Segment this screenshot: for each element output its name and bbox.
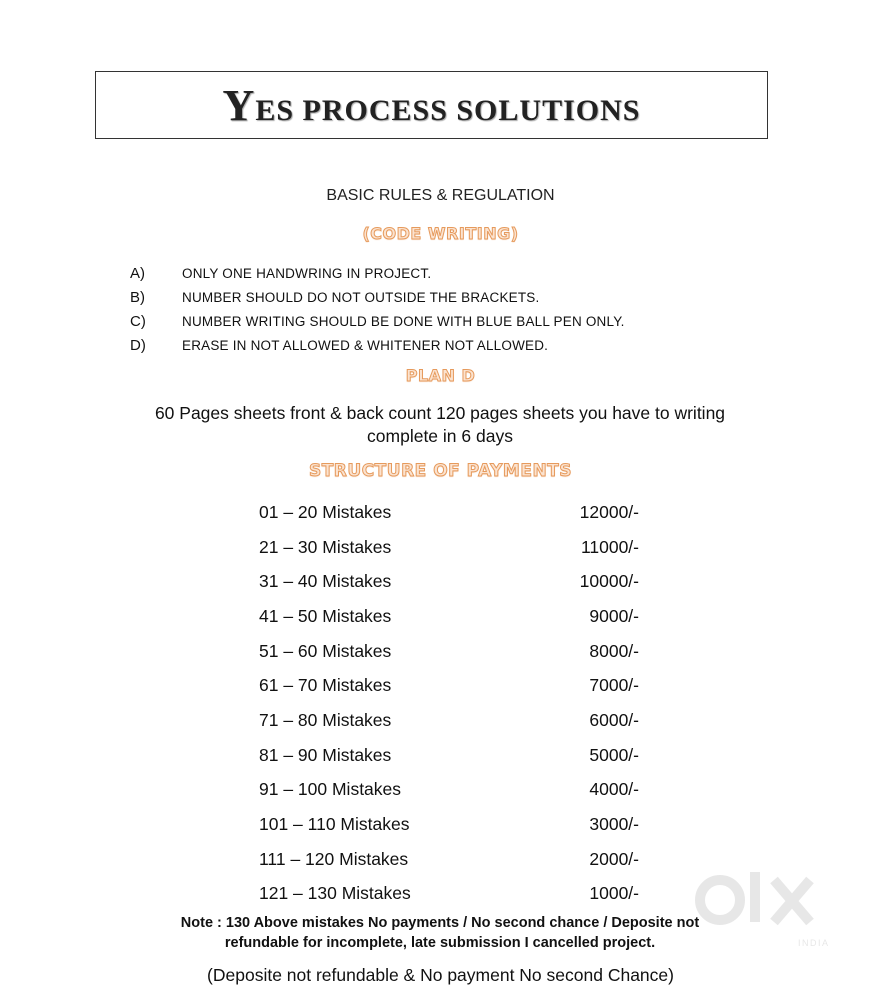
- plan-line-2: complete in 6 days: [367, 426, 513, 446]
- mistake-range: 111 – 120 Mistakes: [259, 848, 409, 869]
- rule-item: [130, 309, 780, 333]
- note: [110, 913, 770, 953]
- payment-amount: 4000/-: [589, 779, 639, 800]
- mistake-range: 121 – 130 Mistakes: [259, 883, 411, 904]
- rules-heading: BASIC RULES & REGULATION: [326, 187, 555, 204]
- payment-row: [259, 877, 659, 912]
- olx-logo-icon: [688, 862, 848, 952]
- mistake-range: 31 – 40 Mistakes: [259, 571, 392, 592]
- rule-letter: A): [130, 264, 145, 282]
- rule-item: [130, 261, 780, 285]
- rules-list: [130, 261, 780, 357]
- plan-line-1: 60 Pages sheets front & back count 120 pages sheets you have to writing: [154, 403, 726, 423]
- mistake-range: 01 – 20 Mistakes: [259, 501, 392, 522]
- rule-text: NUMBER SHOULD DO NOT OUTSIDE THE BRACKETS.: [182, 289, 540, 305]
- payment-row: [259, 703, 659, 738]
- rule-letter: D): [130, 336, 146, 354]
- footer-text: (Deposite not refundable & No payment No second Chance): [207, 965, 674, 985]
- payment-row: [259, 599, 659, 634]
- payment-structure-heading: STRUCTURE OF PAYMENTS: [308, 461, 573, 481]
- mistake-range: 21 – 30 Mistakes: [259, 536, 392, 557]
- payment-amount: 2000/-: [589, 848, 639, 869]
- rule-letter: C): [130, 312, 146, 330]
- mistake-range: 61 – 70 Mistakes: [259, 675, 392, 696]
- watermark-x: [774, 880, 810, 922]
- rule-item: [130, 333, 780, 357]
- payment-amount: 8000/-: [589, 640, 639, 661]
- payment-row: [259, 842, 659, 877]
- note-line-1: Note : 130 Above mistakes No payments / No second chance / Deposite not: [180, 915, 700, 931]
- rule-item: [130, 285, 780, 309]
- payment-amount: 6000/-: [589, 709, 639, 730]
- rule-text: ERASE IN NOT ALLOWED & WHITENER NOT ALLOWED.: [182, 337, 549, 353]
- payment-row: [259, 530, 659, 565]
- mistake-range: 71 – 80 Mistakes: [259, 709, 392, 730]
- watermark-o: [700, 880, 740, 920]
- payment-amount: 7000/-: [589, 675, 639, 696]
- rule-text: NUMBER WRITING SHOULD BE DONE WITH BLUE BALL PEN ONLY.: [182, 313, 625, 329]
- payment-row: [259, 495, 659, 530]
- payment-row: [259, 634, 659, 669]
- plan-description: [90, 402, 790, 448]
- title-rest: ES PROCESS SOLUTIONS: [255, 93, 641, 127]
- title-first-letter: Y: [222, 80, 256, 130]
- rule-text: ONLY ONE HANDWRING IN PROJECT.: [182, 265, 432, 281]
- payment-table: [259, 495, 659, 911]
- mistake-range: 81 – 90 Mistakes: [259, 744, 392, 765]
- company-title: [223, 80, 641, 131]
- mistake-range: 91 – 100 Mistakes: [259, 779, 402, 800]
- payment-row: [259, 564, 659, 599]
- plan-heading: PLAN D: [405, 366, 476, 385]
- mistake-range: 41 – 50 Mistakes: [259, 605, 392, 626]
- payment-row: [259, 738, 659, 773]
- payment-amount: 3000/-: [589, 814, 639, 835]
- code-writing-heading: (CODE WRITING): [362, 224, 519, 243]
- payment-row: [259, 668, 659, 703]
- title-box: [95, 71, 768, 139]
- mistake-range: 51 – 60 Mistakes: [259, 640, 392, 661]
- payment-amount: 11000/-: [580, 536, 639, 557]
- payment-amount: 12000/-: [579, 501, 639, 522]
- watermark-l: [750, 872, 760, 922]
- payment-amount: 10000/-: [579, 571, 639, 592]
- rule-letter: B): [130, 288, 145, 306]
- payment-row: [259, 773, 659, 808]
- payment-amount: 9000/-: [589, 605, 639, 626]
- payment-amount: 1000/-: [589, 883, 639, 904]
- mistake-range: 101 – 110 Mistakes: [259, 814, 410, 835]
- note-line-2: refundable for incomplete, late submission I cancelled project.: [224, 935, 656, 951]
- payment-row: [259, 807, 659, 842]
- payment-amount: 5000/-: [589, 744, 639, 765]
- watermark-region: INDIA: [798, 938, 830, 948]
